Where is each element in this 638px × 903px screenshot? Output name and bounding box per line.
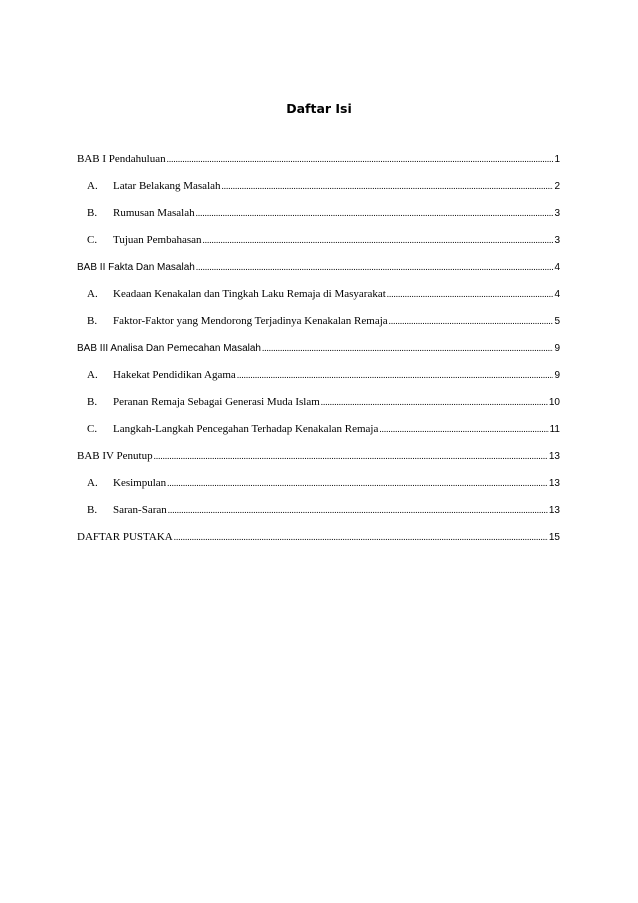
toc-page-number: 9 <box>554 370 560 381</box>
toc-page-number: 3 <box>554 208 560 219</box>
toc-entry-title: BAB IV Penutup <box>77 450 153 462</box>
toc-entry-number: A. <box>87 180 98 192</box>
toc-page-number: 2 <box>554 181 560 192</box>
table-of-contents <box>77 152 560 557</box>
toc-page-number: 13 <box>548 505 560 516</box>
toc-entry-bab-3-a[interactable] <box>77 368 560 395</box>
toc-leader-dots <box>203 233 554 248</box>
toc-page-number: 11 <box>549 424 560 435</box>
toc-leader-dots <box>196 206 554 221</box>
page-title: Daftar Isi <box>286 101 352 116</box>
toc-page-number: 5 <box>554 316 560 327</box>
toc-entry-daftar-pustaka[interactable] <box>77 530 560 557</box>
toc-entry-title: BAB II Fakta Dan Masalah <box>77 262 195 273</box>
toc-entry-title: Peranan Remaja Sebagai Generasi Muda Islam <box>113 396 320 408</box>
toc-leader-dots <box>379 422 548 437</box>
toc-page-number: 3 <box>554 235 560 246</box>
toc-entry-number: A. <box>87 477 98 489</box>
toc-leader-dots <box>222 179 554 194</box>
toc-entry-number: A. <box>87 288 98 300</box>
toc-page-number: 4 <box>554 262 560 273</box>
toc-entry-number: B. <box>87 396 98 408</box>
toc-entry-title: Faktor-Faktor yang Mendorong Terjadinya Kenakalan Remaja <box>113 315 388 327</box>
toc-entry-number: B. <box>87 207 98 219</box>
toc-entry-title: BAB I Pendahuluan <box>77 153 166 165</box>
toc-entry-bab-3-c[interactable] <box>77 422 560 449</box>
toc-entry-bab-2[interactable] <box>77 260 560 287</box>
toc-entry-title: Keadaan Kenakalan dan Tingkah Laku Remaja di Masyarakat <box>113 288 386 300</box>
toc-entry-title: Hakekat Pendidikan Agama <box>113 369 236 381</box>
toc-leader-dots <box>168 503 548 518</box>
toc-page-number: 4 <box>554 289 560 300</box>
toc-entry-bab-2-a[interactable] <box>77 287 560 314</box>
toc-leader-dots <box>167 476 548 491</box>
toc-leader-dots <box>174 530 548 545</box>
toc-entry-number: A. <box>87 369 98 381</box>
toc-entry-title: Latar Belakang Masalah <box>113 180 221 192</box>
toc-entry-bab-4-a[interactable] <box>77 476 560 503</box>
toc-entry-number: B. <box>87 504 98 516</box>
toc-entry-bab-1-a[interactable] <box>77 179 560 206</box>
toc-leader-dots <box>154 449 548 464</box>
toc-leader-dots <box>321 395 548 410</box>
toc-entry-bab-1[interactable] <box>77 152 560 179</box>
toc-entry-bab-2-b[interactable] <box>77 314 560 341</box>
toc-leader-dots <box>262 341 553 356</box>
toc-entry-title: BAB III Analisa Dan Pemecahan Masalah <box>77 343 261 354</box>
toc-leader-dots <box>196 260 554 275</box>
toc-leader-dots <box>237 368 554 383</box>
toc-entry-title: Tujuan Pembahasan <box>113 234 202 246</box>
toc-entry-title: Rumusan Masalah <box>113 207 195 219</box>
toc-page-number: 13 <box>548 451 560 462</box>
toc-entry-bab-1-c[interactable] <box>77 233 560 260</box>
toc-entry-bab-4-b[interactable] <box>77 503 560 530</box>
toc-entry-title: Kesimpulan <box>113 477 167 489</box>
toc-page-number: 9 <box>554 343 560 354</box>
toc-entry-number: C. <box>87 234 98 246</box>
toc-leader-dots <box>389 314 554 329</box>
toc-entry-title: Saran-Saran <box>113 504 167 516</box>
toc-page-number: 1 <box>554 154 560 165</box>
toc-entry-bab-3-b[interactable] <box>77 395 560 422</box>
toc-page-number: 13 <box>548 478 560 489</box>
toc-entry-bab-3[interactable] <box>77 341 560 368</box>
toc-entry-title: Langkah-Langkah Pencegahan Terhadap Kenakalan Remaja <box>113 423 379 435</box>
toc-entry-bab-4[interactable] <box>77 449 560 476</box>
toc-page-number: 15 <box>548 532 560 543</box>
toc-entry-title: DAFTAR PUSTAKA <box>77 531 173 543</box>
toc-entry-number: C. <box>87 423 98 435</box>
toc-entry-bab-1-b[interactable] <box>77 206 560 233</box>
toc-leader-dots <box>387 287 554 302</box>
toc-leader-dots <box>167 152 554 167</box>
toc-page-number: 10 <box>548 397 560 408</box>
toc-entry-number: B. <box>87 315 98 327</box>
